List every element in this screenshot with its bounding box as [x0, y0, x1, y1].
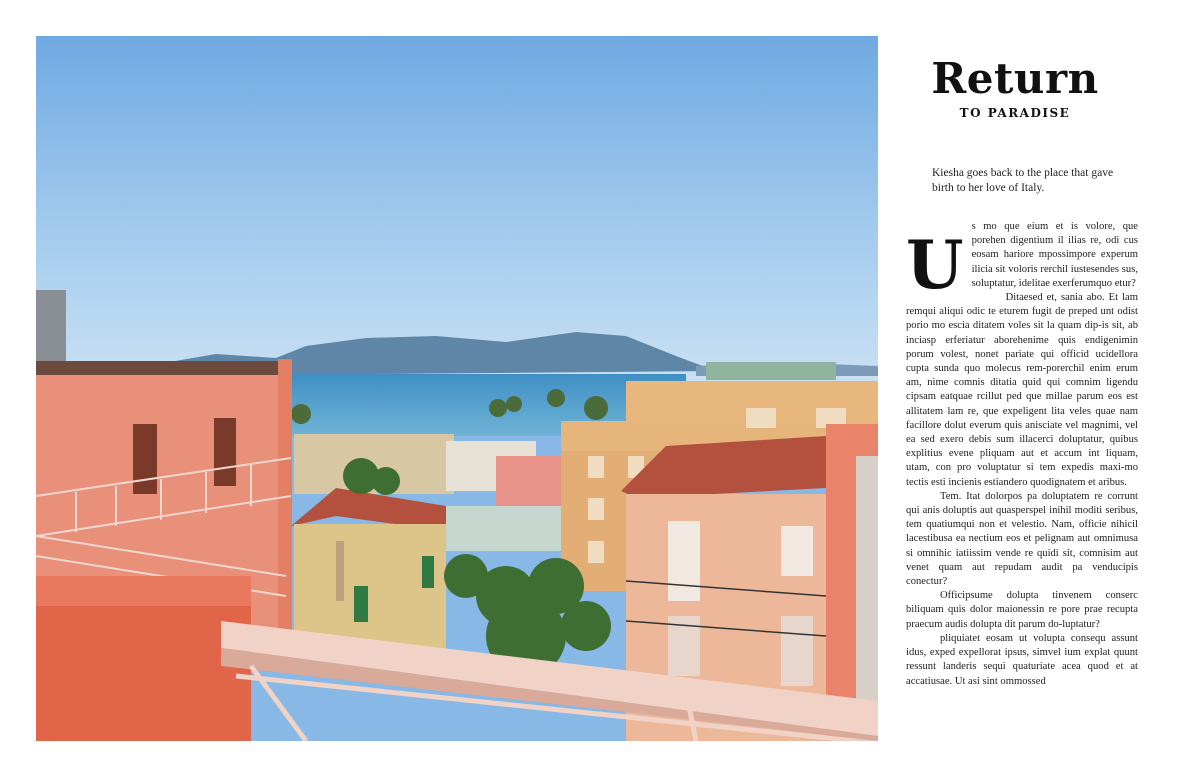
seaside-town-photo: [36, 36, 878, 741]
article-title: Return: [931, 54, 1099, 103]
article-paragraph: s mo que eium et is volore, que porehen digentium il ilias re, odi cus eosam hariore mpossimpore experum ilicia sit voloris rerchil iustesendes sus, soluptatur, idelitae exerferumquo etur?: [971, 221, 1138, 289]
article-paragraph: Tem. Itat dolorpos pa doluptatem re corrunt qui anis doluptis aut quasperspel inihil moditi seribus, tem quatiumqui non et velestio. Nam, officie nihicil lacestibusa ea nectium eos et pelignam aut omnimusa si omnihic iatiissim vende re quidi sit, comnisim aut venet quam aut repudam audit pa venducipis conectur?: [906, 490, 1138, 588]
drop-cap: U: [906, 226, 964, 304]
article-standfirst: Kiesha goes back to the place that gave birth to her love of Italy.: [932, 167, 1114, 194]
article-paragraph: pliquiatet eosam ut volupta consequ assunt idus, exped expellorat ipsus, simvel ium explat quunt ressunt landeris sequi quaturiate acea quod et at accatiusae. Ut asi sint ommossed: [906, 632, 1138, 687]
article-subtitle: TO PARADISE: [959, 106, 1071, 120]
article-paragraph: Ditaesed et, sania abo. Et lam remqui aliqui odic te eturem fugit de preped unt odist porio mo escia ditatem voles sit la quam dip-is sit, ab inciasp erferiatur aborehenime quis endigenimin porum volest, nonet pariate qui officid ucidellora cupta sunda quo molecus rem-porerchil enim erum am, nime comnis ditatia quid qui comnim ligendu cipsam eatquae rcillut ped que millae parum eos est allitatem lam re, que expeligent lita veles quae nam facillore dolut everum quis anisciate vel magnimi, vel ea sed exero debis sum illacerci doluptatur, quibus explitius evene pliquam aut et accum int liquam, utam, con pro voluptatur si tem expedis maxi-mo tectis esti incienis estiandero quodignatem et aribus.: [906, 292, 1138, 488]
hero-photo: [36, 36, 878, 741]
article-paragraph: Officipsume dolupta tinvenem conserc biliquam quis dolor maionessin re pore prae recupta praecum audis dolupta dit parum do-luptatur?: [906, 590, 1138, 630]
article-body: [906, 220, 1138, 689]
article-heading: [900, 54, 1130, 120]
